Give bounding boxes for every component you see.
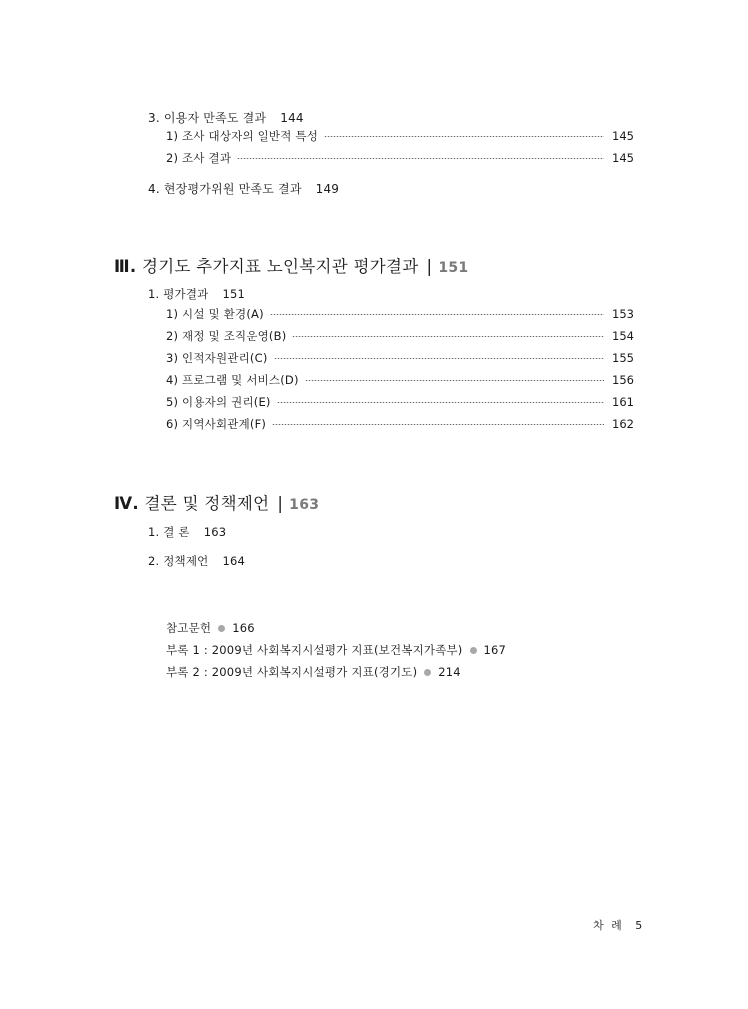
toc-item-label: 4) 프로그램 및 서비스(D) (166, 373, 299, 387)
toc-item-page: 154 (612, 329, 634, 343)
toc-item-label: 3) 인적자원관리(C) (166, 351, 268, 365)
section-label: 1. 평가결과 (148, 287, 209, 301)
bullet-dot-icon (218, 625, 225, 632)
toc-appendix-item[interactable] (166, 642, 506, 658)
chapter-page: 151 (438, 260, 469, 276)
toc-appendix-item[interactable] (166, 620, 255, 636)
chapter-number: Ⅲ. (114, 257, 137, 276)
toc-section-3[interactable] (148, 109, 304, 126)
appendix-page: 214 (438, 665, 461, 679)
toc-item-label: 2) 조사 결과 (166, 151, 232, 165)
toc-item-page: 156 (612, 373, 634, 387)
bullet-dot-icon (424, 669, 431, 676)
toc-item-label: 6) 지역사회관계(F) (166, 417, 267, 431)
page-footer (593, 917, 642, 933)
section-label: 2. 정책제언 (148, 554, 209, 568)
bullet-dot-icon (470, 647, 477, 654)
toc-chapter-4[interactable] (114, 490, 319, 514)
footer-label: 차 례 (593, 919, 624, 932)
toc-item[interactable] (166, 416, 634, 434)
toc-item-label: 1) 조사 대상자의 일반적 특성 (166, 129, 319, 143)
dot-leader (272, 424, 604, 425)
toc-item-label: 2) 재정 및 조직운영(B) (166, 329, 287, 343)
toc-item[interactable] (166, 350, 634, 368)
appendix-page: 167 (483, 643, 507, 657)
toc-section[interactable] (148, 524, 226, 540)
section-page: 164 (222, 554, 246, 568)
footer-page-number: 5 (635, 919, 643, 932)
toc-appendix-item[interactable] (166, 664, 461, 680)
toc-item-page: 153 (612, 307, 634, 321)
chapter-number: Ⅳ. (114, 494, 139, 513)
toc-item[interactable] (166, 328, 634, 346)
dot-leader (270, 314, 604, 315)
toc-section[interactable] (148, 286, 245, 302)
chapter-separator: | (426, 257, 433, 276)
appendix-label: 참고문헌 (166, 621, 212, 635)
section-page: 144 (280, 111, 304, 125)
toc-item[interactable] (166, 372, 634, 390)
toc-item-label: 1) 시설 및 환경(A) (166, 307, 264, 321)
chapter-title: 경기도 추가지표 노인복지관 평가결과 (142, 257, 419, 276)
appendix-label: 부록 1 : 2009년 사회복지시설평가 지표(보건복지가족부) (166, 643, 463, 657)
dot-leader (277, 402, 604, 403)
dot-leader (324, 136, 604, 137)
chapter-title: 결론 및 정책제언 (144, 494, 270, 513)
toc-chapter-3[interactable] (114, 253, 468, 277)
dot-leader (274, 358, 604, 359)
toc-item-page: 145 (612, 129, 634, 143)
toc-item-page: 161 (612, 395, 634, 409)
dot-leader (292, 336, 604, 337)
toc-section[interactable] (148, 553, 245, 569)
toc-item-label: 5) 이용자의 권리(E) (166, 395, 271, 409)
section-page: 149 (315, 182, 340, 196)
toc-item-page: 155 (612, 351, 634, 365)
section-page: 151 (222, 287, 246, 301)
toc-item-page: 145 (612, 151, 634, 165)
dot-leader (237, 158, 604, 159)
appendix-label: 부록 2 : 2009년 사회복지시설평가 지표(경기도) (166, 665, 418, 679)
section-label: 3. 이용자 만족도 결과 (148, 111, 267, 125)
toc-item-page: 162 (612, 417, 634, 431)
section-label: 1. 결 론 (148, 525, 190, 539)
toc-item[interactable] (166, 394, 634, 412)
section-page: 163 (203, 525, 227, 539)
section-label: 4. 현장평가위원 만족도 결과 (148, 182, 302, 196)
chapter-separator: | (277, 494, 284, 513)
toc-item[interactable] (166, 150, 634, 168)
appendix-page: 166 (232, 621, 255, 635)
dot-leader (305, 380, 604, 381)
toc-section-4[interactable] (148, 180, 339, 197)
toc-item[interactable] (166, 306, 634, 324)
chapter-page: 163 (289, 497, 320, 513)
toc-item[interactable] (166, 128, 634, 146)
